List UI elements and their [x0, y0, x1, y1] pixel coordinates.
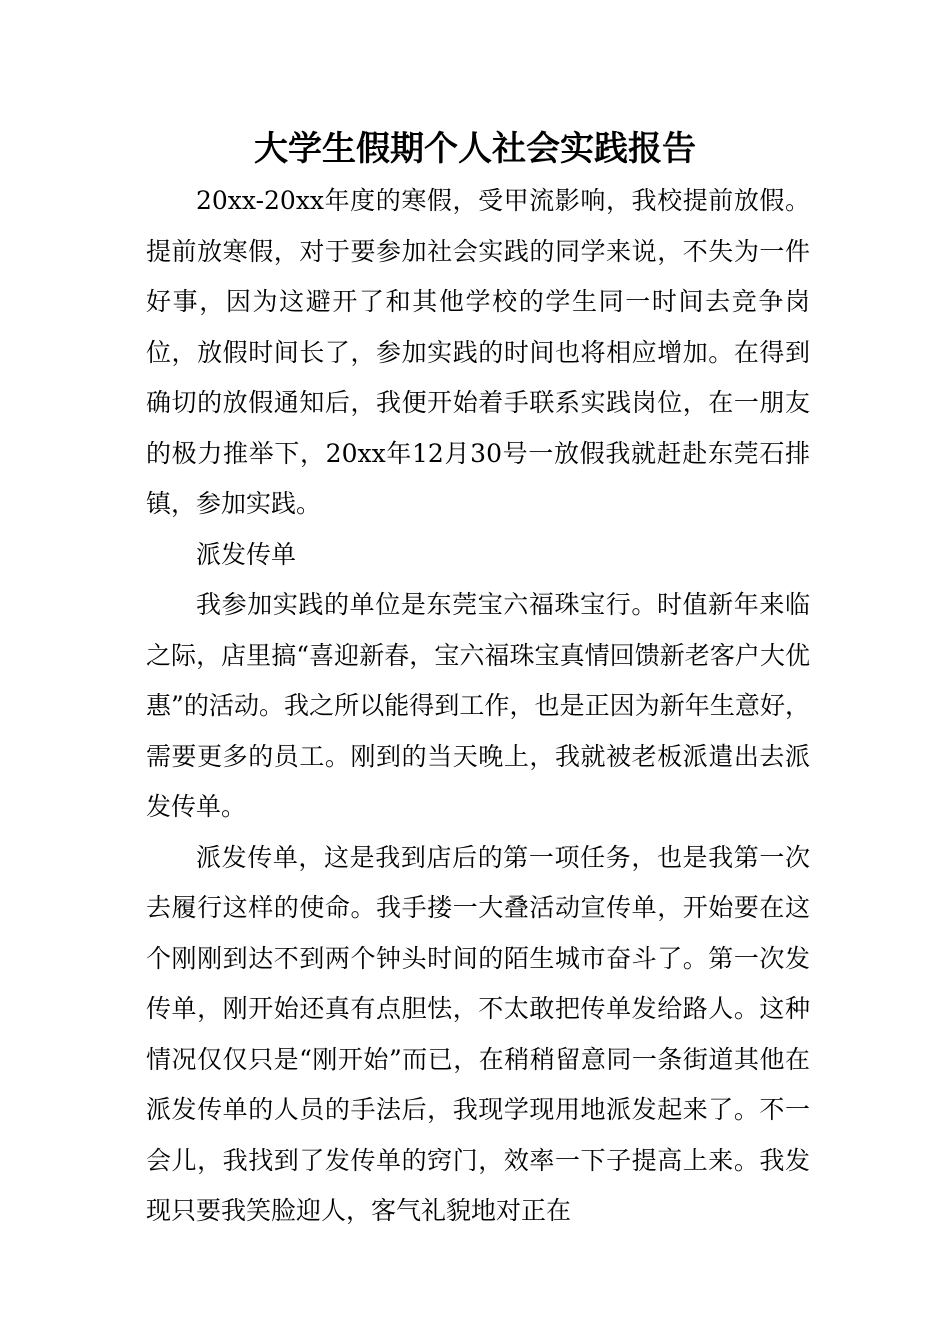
paragraph-intro: 20xx-20xx年度的寒假，受甲流影响，我校提前放假。提前放寒假，对于要参加社会实践的同学来说，不失为一件好事，因为这避开了和其他学校的学生同一时间去竞争岗位，放假时间长了，参加实践的时间也将相应增加。在得到确切的放假通知后，我便开始着手联系实践岗位，在一朋友的极力推举下，20xx年12月30号一放假我就赶赴东莞石排镇，参加实践。: [146, 186, 810, 518]
section-heading-flyers: 派发传单: [196, 539, 297, 569]
document-title: 大学生假期个人社会实践报告: [254, 129, 696, 169]
paragraph-flyer-task: 派发传单，这是我到店后的第一项任务，也是我第一次去履行这样的使命。我手搂一大叠活动宣传单，开始要在这个刚刚到达不到两个钟头时间的陌生城市奋斗了。第一次发传单，刚开始还真有点胆怯，不太敢把传单发给路人。这种情况仅仅只是“刚开始”而已，在稍稍留意同一条街道其他在派发传单的人员的手法后，我现学现用地派发起来了。不一会儿，我找到了发传单的窍门，效率一下子提高上来。我发现只要我笑脸迎人，客气礼貌地对正在: [146, 842, 810, 1225]
paragraph-workplace: 我参加实践的单位是东莞宝六福珠宝行。时值新年来临之际，店里搞“喜迎新春，宝六福珠宝真情回馈新老客户大优惠”的活动。我之所以能得到工作，也是正因为新年生意好，需要更多的员工。刚到的当天晚上，我就被老板派遣出去派发传单。: [146, 590, 810, 821]
document-body: [146, 176, 810, 1237]
